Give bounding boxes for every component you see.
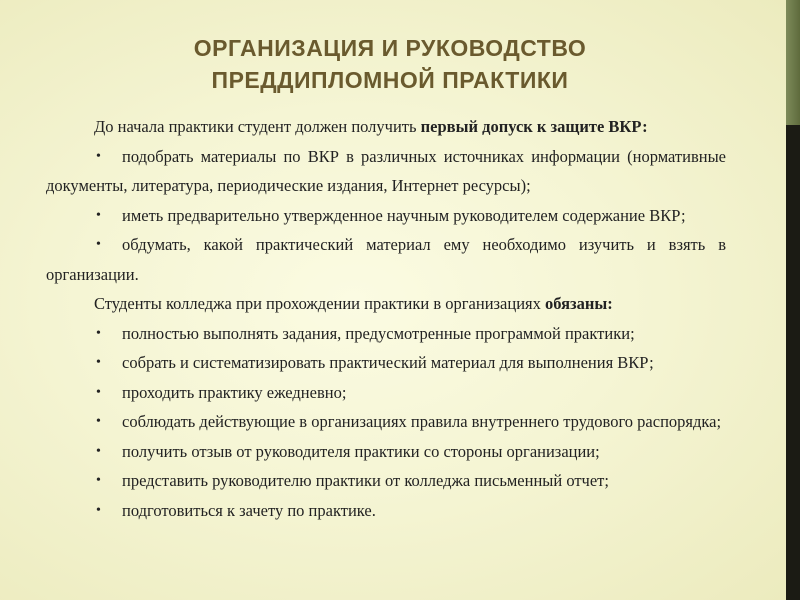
list-item bbox=[46, 407, 726, 437]
list-item bbox=[46, 142, 726, 201]
bullet-icon: • bbox=[96, 443, 101, 459]
section2-intro-text: Студенты колледжа при прохождении практики в организациях bbox=[94, 294, 545, 313]
list-item bbox=[46, 378, 726, 408]
bullet-icon: • bbox=[96, 355, 101, 370]
bullet-icon: • bbox=[96, 148, 101, 164]
list-item-text: полностью выполнять задания, предусмотренные программой практики; bbox=[122, 323, 635, 343]
list-item-text: подготовиться к зачету по практике. bbox=[122, 500, 376, 520]
section1-intro-bold: первый допуск к защите ВКР: bbox=[420, 117, 648, 136]
title-line-2: ПРЕДДИПЛОМНОЙ ПРАКТИКИ bbox=[211, 67, 569, 93]
list-item-text: проходить практику ежедневно; bbox=[122, 382, 347, 402]
bullet-icon: • bbox=[96, 325, 101, 341]
section2-intro bbox=[46, 289, 726, 319]
section1-intro-text: До начала практики студент должен получить bbox=[94, 117, 421, 136]
list-item bbox=[46, 437, 726, 467]
list-item-text-line2: документы, литература, периодические издания, Интернет ресурсы); bbox=[46, 176, 531, 195]
bullet-icon: • bbox=[96, 207, 101, 223]
bullet-icon: • bbox=[96, 502, 101, 518]
list-item bbox=[46, 230, 726, 289]
list-item-text: собрать и систематизировать практический материал для выполнения ВКР; bbox=[122, 353, 654, 372]
list-item-text: получить отзыв от руководителя практики со стороны организации; bbox=[122, 441, 600, 461]
list-item bbox=[46, 348, 726, 378]
section2-intro-bold: обязаны: bbox=[545, 294, 613, 313]
bullet-icon: • bbox=[96, 473, 101, 488]
list-item-text: представить руководителю практики от колледжа письменный отчет; bbox=[122, 471, 609, 490]
bullet-icon: • bbox=[96, 384, 101, 400]
list-item-text: иметь предварительно утвержденное научным руководителем содержание ВКР; bbox=[122, 205, 686, 225]
title-line-1: ОРГАНИЗАЦИЯ И РУКОВОДСТВО bbox=[193, 35, 587, 61]
list-item-text-line1: обдумать, какой практический материал ему необходимо изучить и взять в bbox=[122, 235, 726, 254]
bullet-icon: • bbox=[96, 414, 101, 429]
list-item bbox=[46, 319, 726, 349]
slide-title bbox=[90, 32, 690, 96]
section1-intro bbox=[46, 112, 726, 142]
list-item-text-line1: подобрать материалы по ВКР в различных источниках информации (нормативные bbox=[122, 146, 726, 166]
list-item bbox=[46, 201, 726, 231]
list-item-text-line2: организации. bbox=[46, 264, 139, 284]
list-item-text: соблюдать действующие в организациях правила внутреннего трудового распорядка; bbox=[122, 412, 722, 431]
slide-body bbox=[46, 112, 726, 525]
list-item bbox=[46, 466, 726, 496]
bullet-icon: • bbox=[96, 237, 101, 252]
right-edge-accent bbox=[786, 0, 800, 125]
list-item bbox=[46, 496, 726, 526]
